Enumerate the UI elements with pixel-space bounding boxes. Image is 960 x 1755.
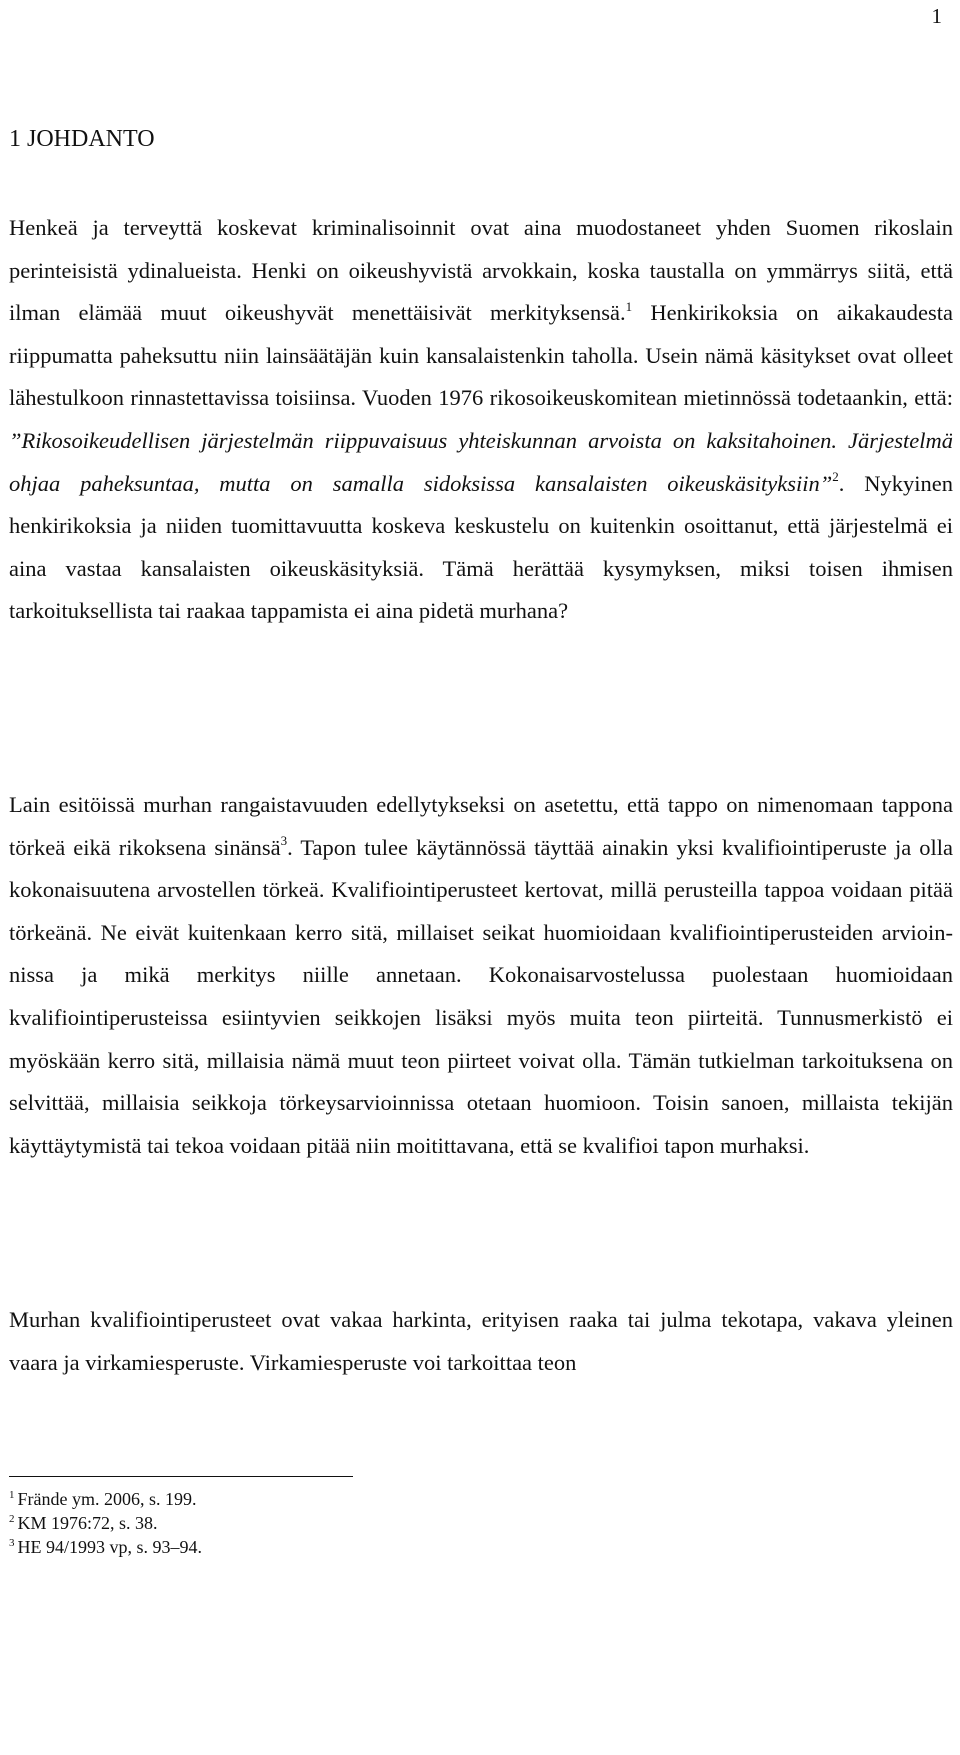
footnote-text: Frände ym. 2006, s. 199. bbox=[17, 1489, 197, 1509]
footnote-number: 2 bbox=[9, 1513, 15, 1525]
chapter-heading: 1 JOHDANTO bbox=[9, 126, 155, 152]
paragraph-text: Murhan kvalifiointiperusteet ovat vakaa harkinta, erityisen raaka tai julma tekotapa, vakava yleinen vaara ja virkamiesperuste. Virkamiesperuste voi tarkoittaa teon bbox=[9, 1307, 953, 1375]
footnote-number: 1 bbox=[9, 1489, 15, 1501]
footnote-separator bbox=[9, 1476, 353, 1477]
paragraph-qualification-grounds bbox=[9, 1299, 953, 1384]
footnote-ref-3: 3 bbox=[280, 833, 288, 849]
footnote-ref-2: 2 bbox=[832, 469, 839, 485]
paragraph-text: Lain esitöissä murhan rangaistavuuden edellytykseksi on asetettu, että tappo on nimenomaan tappona törkeä eikä rikoksena sinänsä bbox=[9, 792, 953, 860]
footnotes bbox=[9, 1487, 202, 1559]
paragraph-introduction bbox=[9, 207, 953, 633]
footnote-number: 3 bbox=[9, 1537, 15, 1549]
paragraph-text: Henkirikoksia on aikakaudesta riippumatta paheksuttu niin lainsäätäjän kuin kansalaistenkin taholla. Usein nämä käsitykset ovat olleet lähestulkoon rinnastettavissa toisiinsa. Vuoden 1976 rikosoikeuskomitean mietinnössä todetaankin, että: bbox=[9, 300, 953, 411]
footnote-text: HE 94/1993 vp, s. 93–94. bbox=[17, 1537, 202, 1557]
committee-quote: ”Rikosoikeudellisen järjestelmän riippuvaisuus yhteiskunnan arvoista on kaksitahoinen. Järjestelmä ohjaa paheksuntaa, mutta on samalla sidoksissa kansalaisten oikeuskäsityksiin” bbox=[9, 427, 953, 496]
footnote-item bbox=[9, 1487, 202, 1511]
footnote-item bbox=[9, 1511, 202, 1535]
paragraph-research-aim bbox=[9, 784, 953, 1167]
paragraph-text: . Tapon tulee käytännössä täyttää ainakin yksi kvalifiointiperuste ja olla kokonaisuutena arvostellen törkeä. Kvalifiointiperusteet kertovat, millä perusteilla tappoa voidaan pitää törkeänä. Ne eivät kuitenkaan kerro sitä, millaiset seikat huomioidaan kvalifiointiperusteiden arvioinnissa ja mikä merkitys niille annetaan. Kokonaisarvostelussa puolestaan huomioidaan kvalifiointiperusteissa esiintyvien seikkojen lisäksi myös muita teon piirteitä. Tunnusmerkistö ei myöskään kerro sitä, millaisia nämä muut teon piirteet voivat olla. Tämän tutkielman tarkoituksena on selvittää, millaisia seikkoja törkeysarvioinnissa otetaan huomioon. Toisin sanoen, millaista tekijän käyttäytymistä tai tekoa voidaan pitää niin moitittavana, että se kvalifioi tapon murhaksi. bbox=[9, 834, 953, 1158]
footnote-text: KM 1976:72, s. 38. bbox=[17, 1513, 158, 1533]
paragraph-text: . Nykyinen henkirikoksia ja niiden tuomittavuutta koskeva keskustelu on kuitenkin osoittanut, että järjestelmä ei aina vastaa kansalaisten oikeuskäsityksiä. Tämä herättää kysymyksen, miksi toisen ihmisen tarkoituksellista tai raakaa tappamista ei aina pidetä murhana? bbox=[9, 470, 953, 624]
footnote-ref-1: 1 bbox=[625, 298, 633, 314]
footnote-item bbox=[9, 1535, 202, 1559]
page-number: 1 bbox=[931, 4, 942, 28]
paragraph-text: Henkeä ja terveyttä koskevat kriminalisoinnit ovat aina muodostaneet yhden Suomen rikoslain perinteisistä ydinalueista. Henki on oikeushyvistä arvokkain, koska taustalla on ymmärrys siitä, että ilman elämää muut oikeushyvät menettäisivät merkityksensä. bbox=[9, 215, 953, 326]
